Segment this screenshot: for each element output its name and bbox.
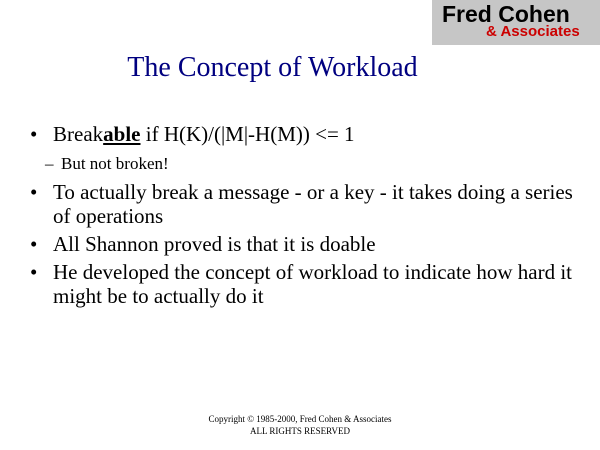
sub-bullet-text: But not broken! [61, 154, 169, 173]
bullet-text-emphasis: able [103, 122, 141, 146]
bullet-item-shannon [30, 232, 590, 256]
sub-bullet-marker: – [45, 154, 54, 173]
bullet-marker: • [30, 232, 38, 256]
slide-title: The Concept of Workload [127, 52, 418, 83]
bullet-marker: • [30, 180, 38, 204]
bullet-text: He developed the concept of workload to indicate how hard it might be to actually do it [53, 260, 572, 308]
sub-bullet-item [30, 154, 590, 174]
copyright-footer [0, 413, 600, 437]
bullet-marker: • [30, 260, 38, 284]
bullet-text-suffix: if H(K)/(|M|-H(M)) <= 1 [140, 122, 355, 146]
logo-subtitle: & Associates [486, 23, 580, 40]
bullet-marker: • [30, 122, 38, 146]
company-logo [432, 0, 600, 45]
bullet-list [30, 122, 590, 308]
bullet-item-workload [30, 260, 590, 308]
rights-line: ALL RIGHTS RESERVED [250, 426, 350, 436]
logo-name: Fred Cohen [442, 1, 570, 27]
bullet-text: All Shannon proved is that it is doable [53, 232, 376, 256]
bullet-item-operations [30, 180, 590, 228]
copyright-line: Copyright © 1985-2000, Fred Cohen & Associates [208, 414, 392, 424]
bullet-text-prefix: Break [53, 122, 104, 146]
bullet-text: To actually break a message - or a key - it takes doing a series of operations [53, 180, 573, 228]
bullet-item-breakable [30, 122, 590, 146]
